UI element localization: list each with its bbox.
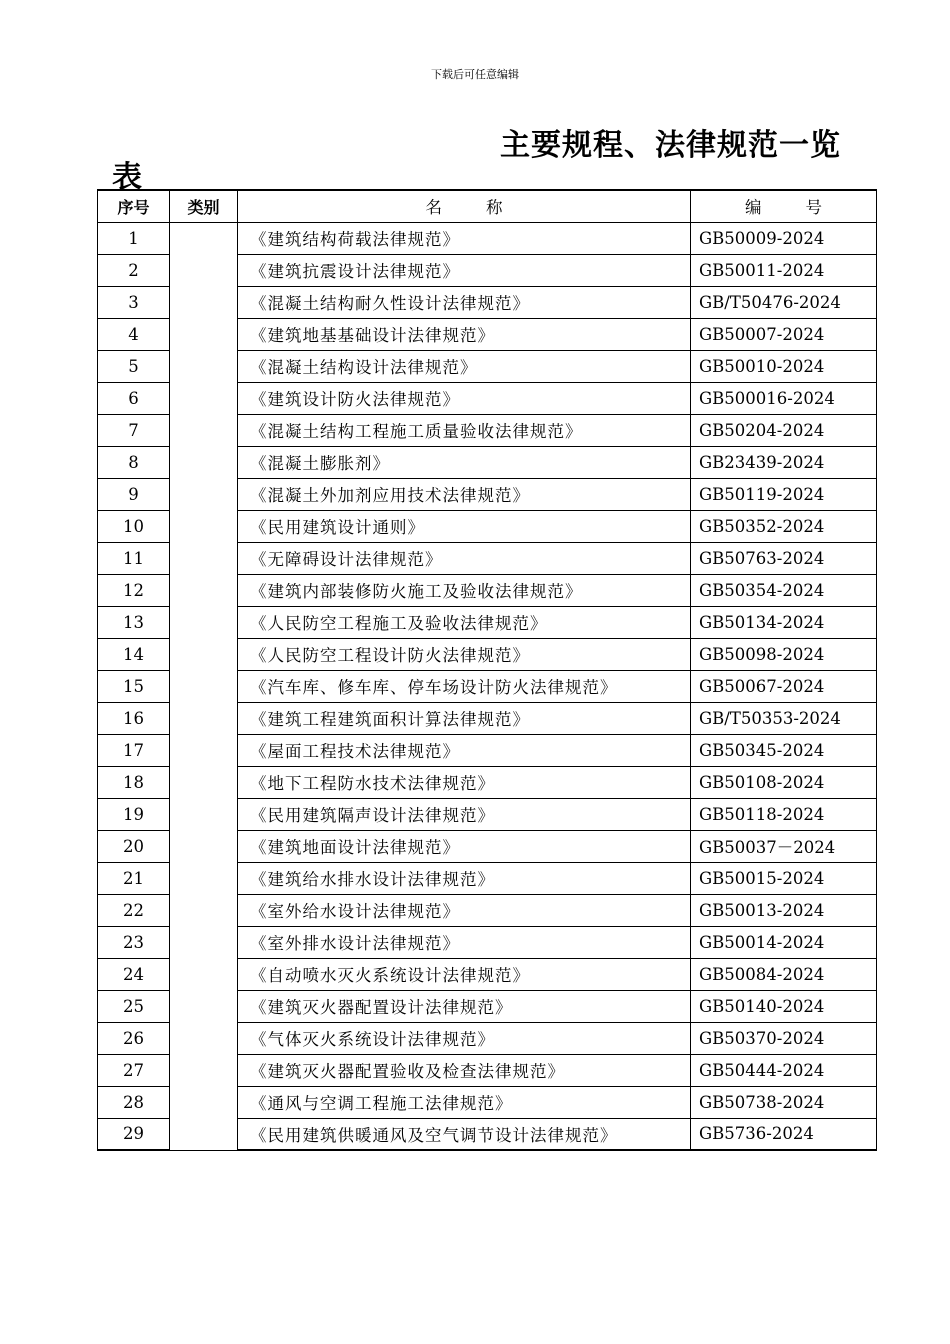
table-body (98, 222, 877, 1150)
row-number: 8 (98, 446, 170, 478)
regulation-code: GB/T50476-2024 (691, 286, 877, 318)
row-number: 2 (98, 254, 170, 286)
regulation-name: 《室外给水设计法律规范》 (238, 894, 691, 926)
regulation-code: GB50119-2024 (691, 478, 877, 510)
regulation-name: 《人民防空工程设计防火法律规范》 (238, 638, 691, 670)
regulation-name: 《屋面工程技术法律规范》 (238, 734, 691, 766)
regulation-code: GB50009-2024 (691, 222, 877, 254)
regulation-code: GB50013-2024 (691, 894, 877, 926)
regulation-name: 《混凝土膨胀剂》 (238, 446, 691, 478)
regulation-code: GB50118-2024 (691, 798, 877, 830)
regulation-code: GB50037－2024 (691, 830, 877, 862)
regulation-name: 《气体灭火系统设计法律规范》 (238, 1022, 691, 1054)
table-header-row (98, 190, 877, 222)
row-number: 1 (98, 222, 170, 254)
regulation-name: 《无障碍设计法律规范》 (238, 542, 691, 574)
regulation-name: 《汽车库、修车库、停车场设计防火法律规范》 (238, 670, 691, 702)
regulation-code: GB50204-2024 (691, 414, 877, 446)
regulation-name: 《混凝土外加剂应用技术法律规范》 (238, 478, 691, 510)
regulation-code: GB50134-2024 (691, 606, 877, 638)
regulation-name: 《民用建筑设计通则》 (238, 510, 691, 542)
regulation-code: GB50098-2024 (691, 638, 877, 670)
row-number: 19 (98, 798, 170, 830)
regulation-code: GB50354-2024 (691, 574, 877, 606)
regulation-name: 《建筑结构荷载法律规范》 (238, 222, 691, 254)
row-number: 9 (98, 478, 170, 510)
regulation-code: GB50014-2024 (691, 926, 877, 958)
row-number: 15 (98, 670, 170, 702)
row-number: 29 (98, 1118, 170, 1150)
regulation-code: GB50345-2024 (691, 734, 877, 766)
regulation-name: 《人民防空工程施工及验收法律规范》 (238, 606, 691, 638)
regulation-name: 《民用建筑隔声设计法律规范》 (238, 798, 691, 830)
regulation-name: 《混凝土结构工程施工质量验收法律规范》 (238, 414, 691, 446)
regulation-name: 《建筑内部装修防火施工及验收法律规范》 (238, 574, 691, 606)
regulation-code: GB23439-2024 (691, 446, 877, 478)
row-number: 23 (98, 926, 170, 958)
regulation-code: GB50007-2024 (691, 318, 877, 350)
row-number: 25 (98, 990, 170, 1022)
row-number: 7 (98, 414, 170, 446)
row-number: 10 (98, 510, 170, 542)
regulation-code: GB5736-2024 (691, 1118, 877, 1150)
regulation-name: 《建筑工程建筑面积计算法律规范》 (238, 702, 691, 734)
regulation-code: GB50738-2024 (691, 1086, 877, 1118)
table-row (98, 222, 877, 254)
document-title-continuation: 表 (112, 160, 142, 195)
row-number: 20 (98, 830, 170, 862)
regulation-name: 《建筑给水排水设计法律规范》 (238, 862, 691, 894)
row-number: 18 (98, 766, 170, 798)
regulation-code: GB50444-2024 (691, 1054, 877, 1086)
regulation-name: 《建筑灭火器配置验收及检查法律规范》 (238, 1054, 691, 1086)
row-number: 11 (98, 542, 170, 574)
row-number: 28 (98, 1086, 170, 1118)
row-number: 12 (98, 574, 170, 606)
row-number: 6 (98, 382, 170, 414)
regulation-code: GB50763-2024 (691, 542, 877, 574)
row-number: 3 (98, 286, 170, 318)
column-header-code: 编 号 (691, 190, 877, 222)
regulation-code: GB50108-2024 (691, 766, 877, 798)
row-number: 22 (98, 894, 170, 926)
row-number: 24 (98, 958, 170, 990)
row-number: 17 (98, 734, 170, 766)
regulation-code: GB50011-2024 (691, 254, 877, 286)
regulation-name: 《建筑设计防火法律规范》 (238, 382, 691, 414)
regulation-name: 《自动喷水灭火系统设计法律规范》 (238, 958, 691, 990)
row-number: 26 (98, 1022, 170, 1054)
row-number: 16 (98, 702, 170, 734)
regulation-code: GB500016-2024 (691, 382, 877, 414)
regulation-name: 《混凝土结构耐久性设计法律规范》 (238, 286, 691, 318)
regulation-name: 《建筑灭火器配置设计法律规范》 (238, 990, 691, 1022)
regulation-code: GB50370-2024 (691, 1022, 877, 1054)
column-header-name: 名 称 (238, 190, 691, 222)
regulation-code: GB50067-2024 (691, 670, 877, 702)
regulation-name: 《建筑地基基础设计法律规范》 (238, 318, 691, 350)
row-number: 4 (98, 318, 170, 350)
page-header-note: 下载后可任意编辑 (431, 68, 519, 81)
regulation-name: 《建筑地面设计法律规范》 (238, 830, 691, 862)
row-number: 27 (98, 1054, 170, 1086)
regulations-table (97, 189, 877, 1151)
regulation-code: GB50084-2024 (691, 958, 877, 990)
row-number: 14 (98, 638, 170, 670)
regulation-name: 《通风与空调工程施工法律规范》 (238, 1086, 691, 1118)
category-cell (170, 222, 238, 1150)
regulation-code: GB50352-2024 (691, 510, 877, 542)
regulation-name: 《建筑抗震设计法律规范》 (238, 254, 691, 286)
regulation-code: GB50015-2024 (691, 862, 877, 894)
regulation-code: GB50010-2024 (691, 350, 877, 382)
regulation-name: 《民用建筑供暖通风及空气调节设计法律规范》 (238, 1118, 691, 1150)
column-header-category: 类别 (170, 190, 238, 222)
document-title: 主要规程、法律规范一览 (500, 128, 841, 163)
regulation-code: GB50140-2024 (691, 990, 877, 1022)
column-header-number: 序号 (98, 190, 170, 222)
regulation-name: 《室外排水设计法律规范》 (238, 926, 691, 958)
row-number: 13 (98, 606, 170, 638)
regulation-name: 《混凝土结构设计法律规范》 (238, 350, 691, 382)
regulation-code: GB/T50353-2024 (691, 702, 877, 734)
row-number: 5 (98, 350, 170, 382)
regulation-name: 《地下工程防水技术法律规范》 (238, 766, 691, 798)
row-number: 21 (98, 862, 170, 894)
